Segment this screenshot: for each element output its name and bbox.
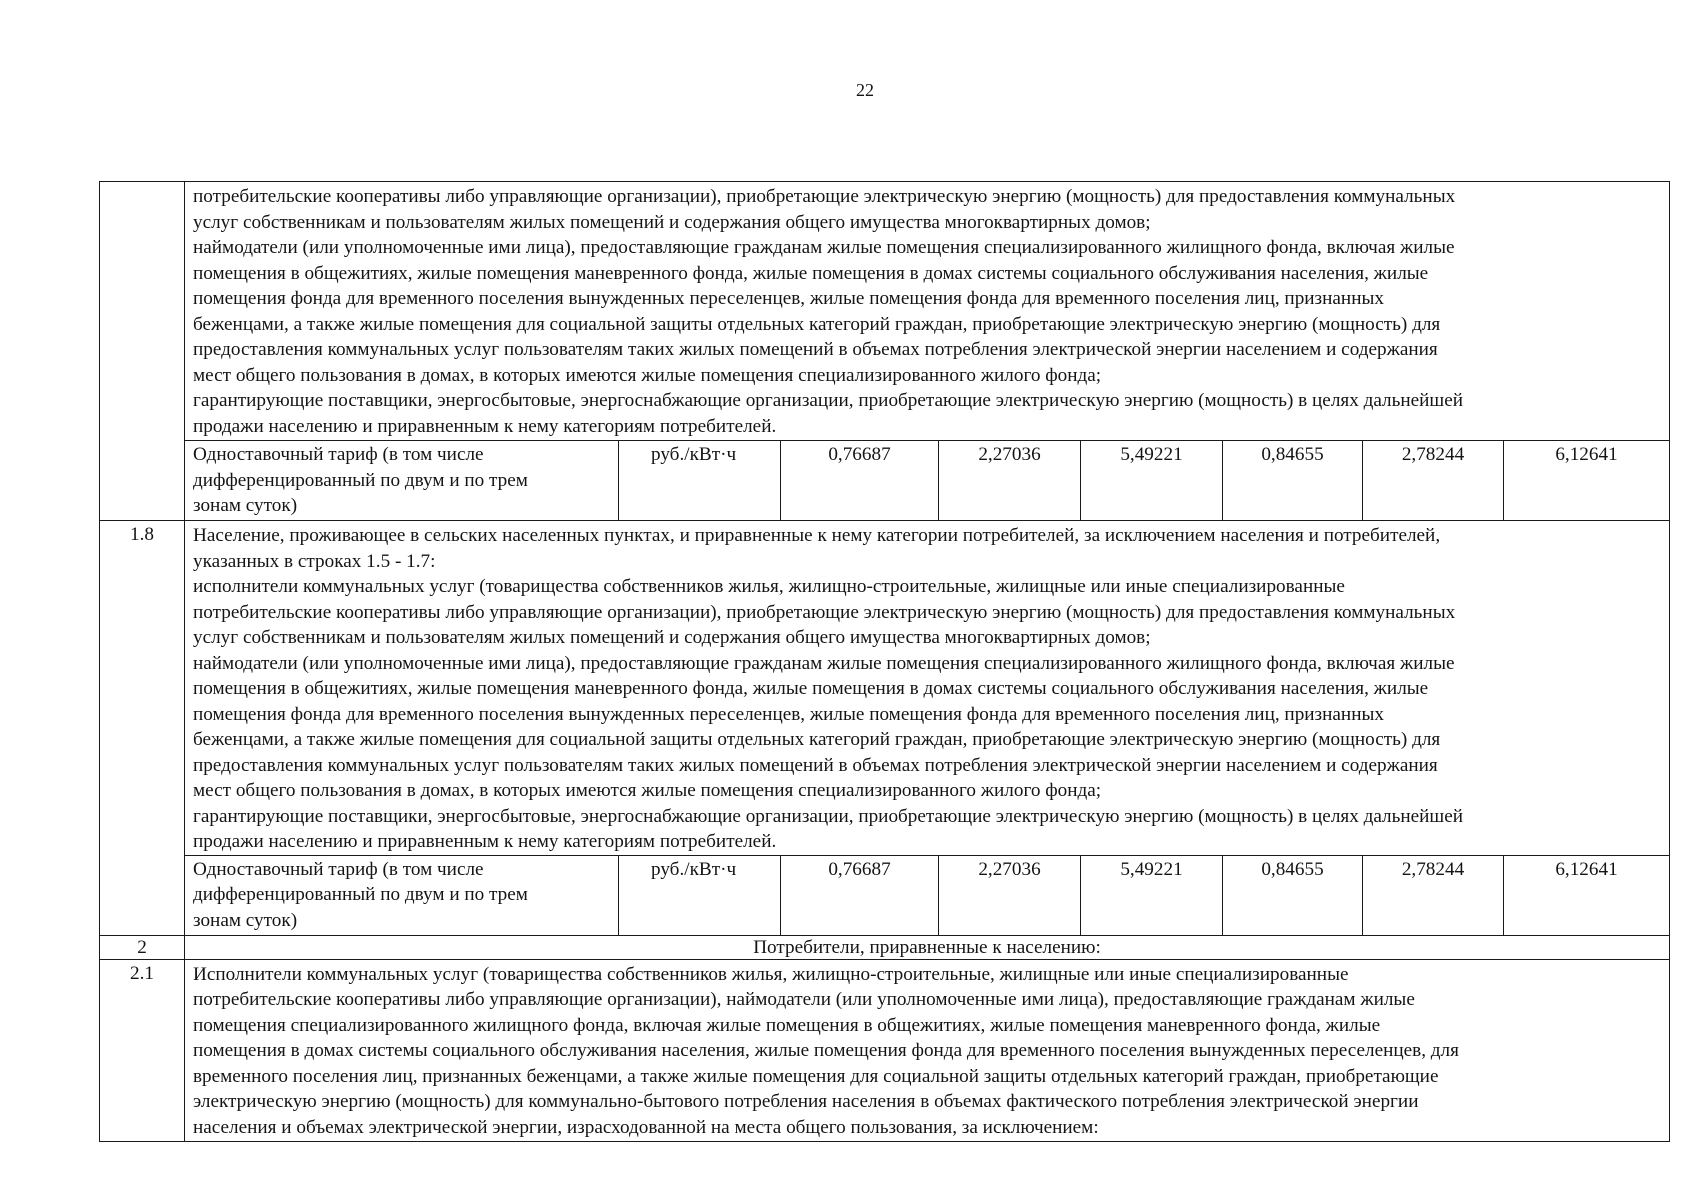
- tariff-value: 0,84655: [1223, 441, 1363, 521]
- section-title: Потребители, приравненные к населению:: [185, 935, 1670, 959]
- table-row: [100, 521, 1670, 856]
- tariff-value: 6,12641: [1504, 441, 1670, 521]
- tariff-value: 2,27036: [939, 441, 1081, 521]
- tariff-value: 0,76687: [781, 855, 939, 935]
- section-number: 2: [100, 935, 185, 959]
- tariff-name: Одноставочный тариф (в том числе дифференцированный по двум и по трем зонам суток): [185, 441, 619, 521]
- consumer-description: Исполнители коммунальных услуг (товарищества собственников жилья, жилищно-строительные, жилищные или иные специализированные потребительские кооперативы либо управляющие организации), наймодатели (или уполномоченные ими лица), предоставляющие гражданам жилые помещения специализированного жилищного фонда, включая жилые помещения в общежитиях, жилые помещения маневренного фонда, жилые помещения в домах системы социального обслуживания населения, жилые помещения фонда для временного поселения вынужденных переселенцев, для временного поселения лиц, признанных беженцами, а также жилые помещения для социальной защиты отдельных категорий граждан, приобретающие электрическую энергию (мощность) для коммунально-бытового потребления населения в объемах фактического потребления электрической энергии населения и объемах электрической энергии, израсходованной на места общего пользования, за исключением:: [185, 959, 1670, 1141]
- tariff-value: 0,76687: [781, 441, 939, 521]
- tariff-unit: руб./кВт·ч: [619, 441, 781, 521]
- tariff-value: 0,84655: [1223, 855, 1363, 935]
- tariff-row: [100, 441, 1670, 521]
- table-row: [100, 959, 1670, 1141]
- consumer-description: Население, проживающее в сельских населенных пунктах, и приравненные к нему категории потребителей, за исключением населения и потребителей, указанных в строках 1.5 - 1.7: исполнители коммунальных услуг (товарищества собственников жилья, жилищно-строительные, жилищные или иные специализированные потребительские кооперативы либо управляющие организации), приобретающие электрическую энергию (мощность) для предоставления коммунальных услуг собственникам и пользователям жилых помещений и содержания общего имущества многоквартирных домов; наймодатели (или уполномоченные ими лица), предоставляющие гражданам жилые помещения специализированного жилищного фонда, включая жилые помещения в общежитиях, жилые помещения маневренного фонда, жилые помещения в домах системы социального обслуживания населения, жилые помещения фонда для временного поселения вынужденных переселенцев, жилые помещения фонда для временного поселения лиц, признанных беженцами, а также жилые помещения для социальной защиты отдельных категорий граждан, приобретающие электрическую энергию (мощность) для предоставления коммунальных услуг пользователям таких жилых помещений в объемах потребления электрической энергии населением и содержания мест общего пользования в домах, в которых имеются жилые помещения специализированного жилого фонда; гарантирующие поставщики, энергосбытовые, энергоснабжающие организации, приобретающие электрическую энергию (мощность) в целях дальнейшей продажи населению и приравненным к нему категориям потребителей.: [185, 521, 1670, 856]
- row-number: 1.8: [100, 521, 185, 936]
- tariff-name: Одноставочный тариф (в том числе дифференцированный по двум и по трем зонам суток): [185, 855, 619, 935]
- tariff-value: 5,49221: [1081, 441, 1223, 521]
- row-number: [100, 182, 185, 521]
- table-row: [100, 182, 1670, 441]
- tariff-value: 2,78244: [1363, 441, 1504, 521]
- tariff-value: 5,49221: [1081, 855, 1223, 935]
- tariff-value: 6,12641: [1504, 855, 1670, 935]
- tariff-value: 2,78244: [1363, 855, 1504, 935]
- tariff-table: [99, 181, 1670, 1142]
- tariff-value: 2,27036: [939, 855, 1081, 935]
- consumer-description: потребительские кооперативы либо управляющие организации), приобретающие электрическую энергию (мощность) для предоставления коммунальных услуг собственникам и пользователям жилых помещений и содержания общего имущества многоквартирных домов; наймодатели (или уполномоченные ими лица), предоставляющие гражданам жилые помещения специализированного жилищного фонда, включая жилые помещения в общежитиях, жилые помещения маневренного фонда, жилые помещения в домах системы социального обслуживания населения, жилые помещения фонда для временного поселения вынужденных переселенцев, жилые помещения фонда для временного поселения лиц, признанных беженцами, а также жилые помещения для социальной защиты отдельных категорий граждан, приобретающие электрическую энергию (мощность) для предоставления коммунальных услуг пользователям таких жилых помещений в объемах потребления электрической энергии населением и содержания мест общего пользования в домах, в которых имеются жилые помещения специализированного жилого фонда; гарантирующие поставщики, энергосбытовые, энергоснабжающие организации, приобретающие электрическую энергию (мощность) в целях дальнейшей продажи населению и приравненным к нему категориям потребителей.: [185, 182, 1670, 441]
- tariff-row: [100, 855, 1670, 935]
- tariff-unit: руб./кВт·ч: [619, 855, 781, 935]
- section-row: [100, 935, 1670, 959]
- page-number: 22: [856, 80, 874, 100]
- row-number: 2.1: [100, 959, 185, 1141]
